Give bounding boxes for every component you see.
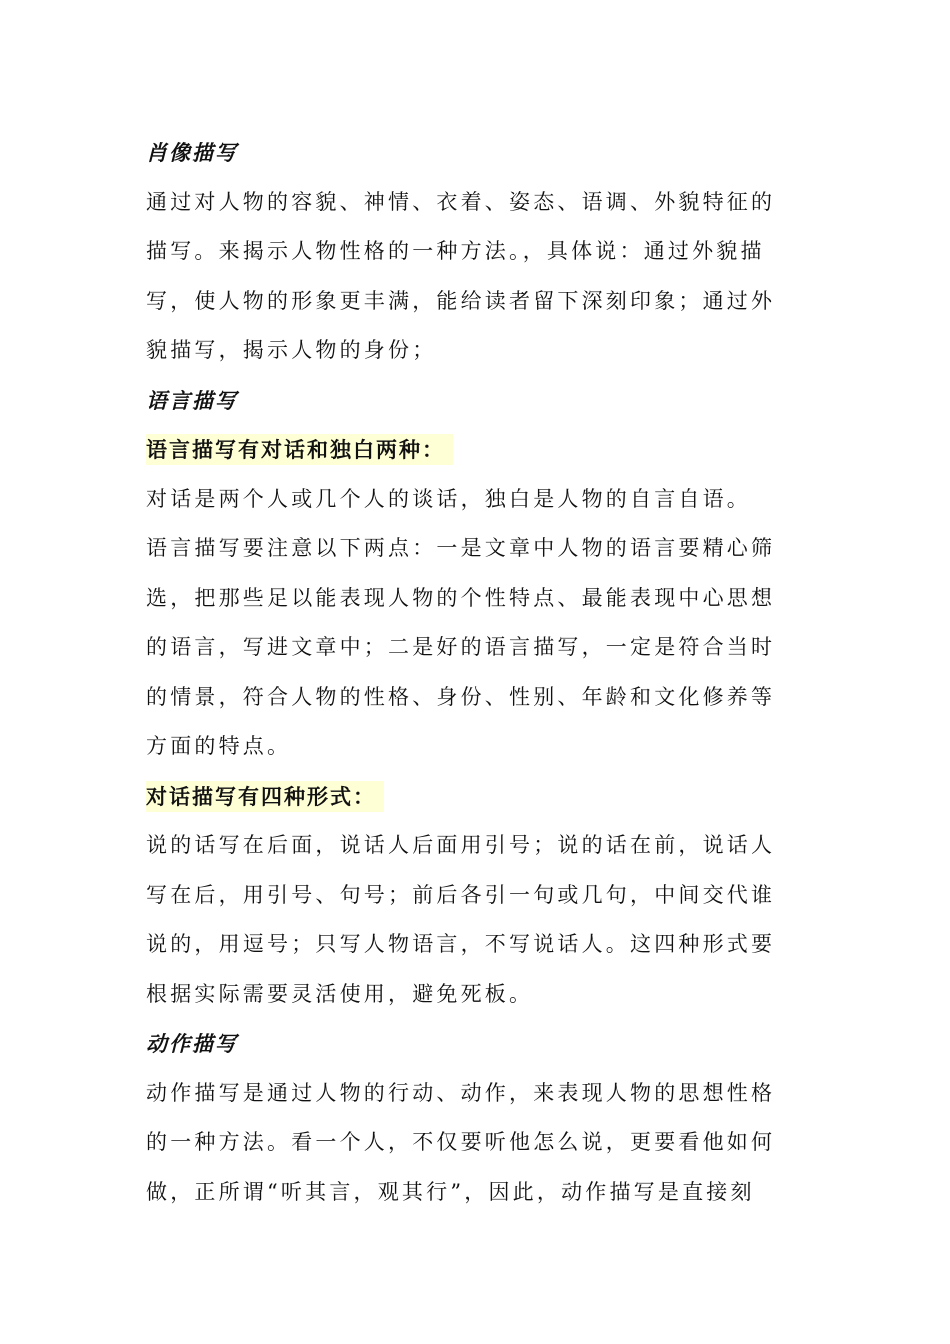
highlighted-subheading: 对话描写有四种形式： [146,781,384,812]
subheading-dialogue-types [146,425,786,475]
paragraph-line: 根据实际需要灵活使用，避免死板。 [146,981,534,1006]
subheading-dialogue-forms [146,772,786,822]
section-heading-language: 语言描写 [146,387,238,413]
paragraph-line: 对话是两个人或几个人的谈话，独白是人物的自言自语。 [146,486,751,511]
section-heading-action: 动作描写 [146,1031,238,1056]
paragraph-line: 通过对人物的容貌、神情、衣着、姿态、语调、外貌特征的 [146,189,776,214]
paragraph-line: 写在后，用引号、句号；前后各引一句或几句，中间交代谁 [146,882,776,907]
paragraph-line: 描写。来揭示人物性格的一种方法。，具体说：通过外貌描 [146,239,765,263]
paragraph-line: 说的，用逗号；只写人物语言，不写说话人。这四种形式要 [146,932,776,956]
paragraph-line: 貌描写，揭示人物的身份； [146,338,437,362]
section-heading-portrait: 肖像描写 [146,140,238,165]
paragraph-line: 说的话写在后面，说话人后面用引号；说的话在前，说话人 [146,833,776,857]
paragraph-line: 语言描写要注意以下两点：一是文章中人物的语言要精心筛 [146,536,776,560]
paragraph-line: 的情景，符合人物的性格、身份、性别、年龄和文化修养等 [146,684,776,709]
paragraph-line: 的语言，写进文章中；二是好的语言描写，一定是符合当时 [146,635,776,659]
highlighted-subheading: 语言描写有对话和独白两种： [146,434,453,465]
paragraph-line: 的一种方法。看一个人，不仅要听他怎么说，更要看他如何 [146,1130,776,1154]
paragraph-line: 写，使人物的形象更丰满，能给读者留下深刻印象；通过外 [146,288,776,313]
paragraph-line: 做，正所谓“听其言，观其行”，因此，动作描写是直接刻 [146,1179,755,1204]
paragraph-line: 方面的特点。 [146,734,292,758]
paragraph-line: 动作描写是通过人物的行动、动作，来表现人物的思想性格 [146,1080,776,1105]
paragraph-line: 选，把那些足以能表现人物的个性特点、最能表现中心思想 [146,585,776,610]
document-body [146,128,786,1217]
